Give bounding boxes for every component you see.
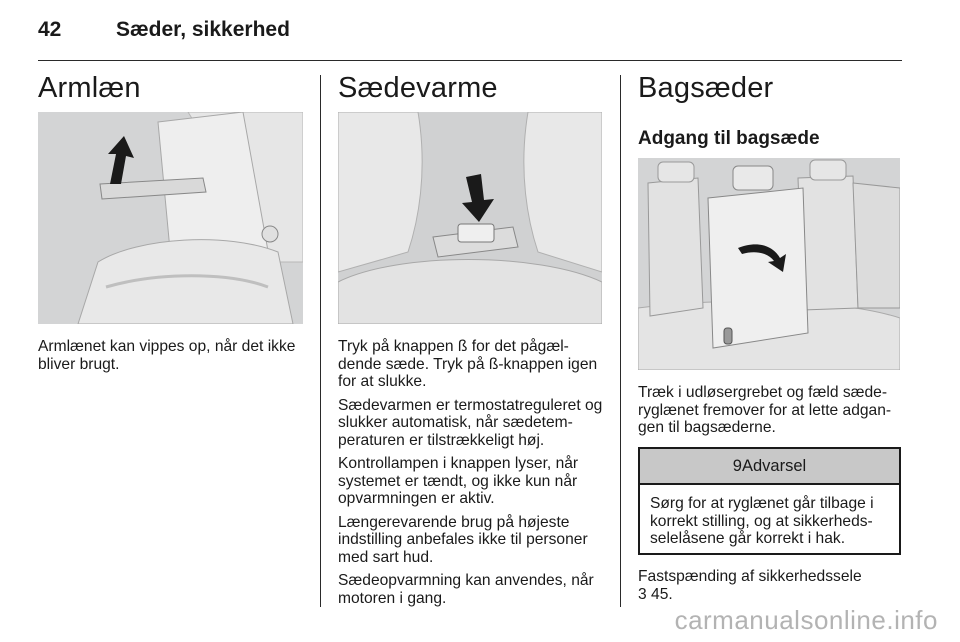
warning-text: Sørg for at ryglænet går tilbage i korrekt stilling, og at sikkerheds-selelåsene går korrekt i hak. [650,495,874,547]
column-divider-2 [620,75,621,607]
warning-title: Advarsel [741,457,807,475]
page-ref-icon: 3 [638,585,647,603]
seat-heating-p5: Sædeopvarmning kan anvendes, når motoren i gang. [338,572,594,607]
header-rule [38,60,902,61]
armrest-text [38,338,308,373]
seat-heating-p1: Tryk på knappen ß for det pågæl-dende sæde. Tryk på ß-knappen igen for at slukke. [338,338,598,390]
seat-heating-illustration [338,112,602,324]
seat-heating-p3: Kontrollampen i knappen lyser, når systemet er tændt, og ikke kun når opvarmningen er aktiv. [338,455,579,507]
watermark: carmanualsonline.info [674,605,938,635]
heading-armrest: Armlæn [38,72,141,104]
armrest-illustration [38,112,303,324]
seat-heating-icon: ß [488,355,499,373]
column-seat-heating [338,72,606,105]
rear-seat-illustration [638,158,900,370]
cross-reference-text: Fastspænding af sikkerhedssele [638,568,862,585]
subheading-rear-access: Adgang til bagsæde [638,128,820,149]
cross-reference-link[interactable] [638,586,906,604]
warning-box [638,447,901,555]
section-title: Sæder, sikkerhed [116,18,290,41]
rear-seats-text [638,384,906,437]
heading-rear-seats: Bagsæder [638,72,774,104]
armrest-paragraph: Armlænet kan vippes op, når det ikke bliver brugt. [38,338,296,373]
rear-seats-paragraph: Træk i udløsergrebet og fæld sæde-ryglænet fremover for at lette adgan-gen til bagsæderne. [638,384,892,436]
cross-reference [638,568,906,603]
seat-heating-text [338,338,608,607]
column-divider-1 [320,75,321,607]
warning-body [640,485,899,558]
page-number: 42 [38,18,62,41]
seat-heating-icon: ß [457,338,468,355]
warning-header [640,449,899,485]
seat-heating-p2: Sædevarmen er termostatreguleret og slukker automatisk, når sædetem-peraturen er tilstrækkeligt høj. [338,396,603,449]
column-armrest [38,72,306,105]
page-ref-number: 45. [651,585,673,603]
seat-heating-p4: Længerevarende brug på højeste indstilling anbefales ikke til personer med sart hud. [338,513,588,566]
warning-icon: 9 [732,457,742,475]
heading-seat-heating: Sædevarme [338,72,498,104]
page-header [38,18,290,42]
column-rear-seats [638,72,902,150]
